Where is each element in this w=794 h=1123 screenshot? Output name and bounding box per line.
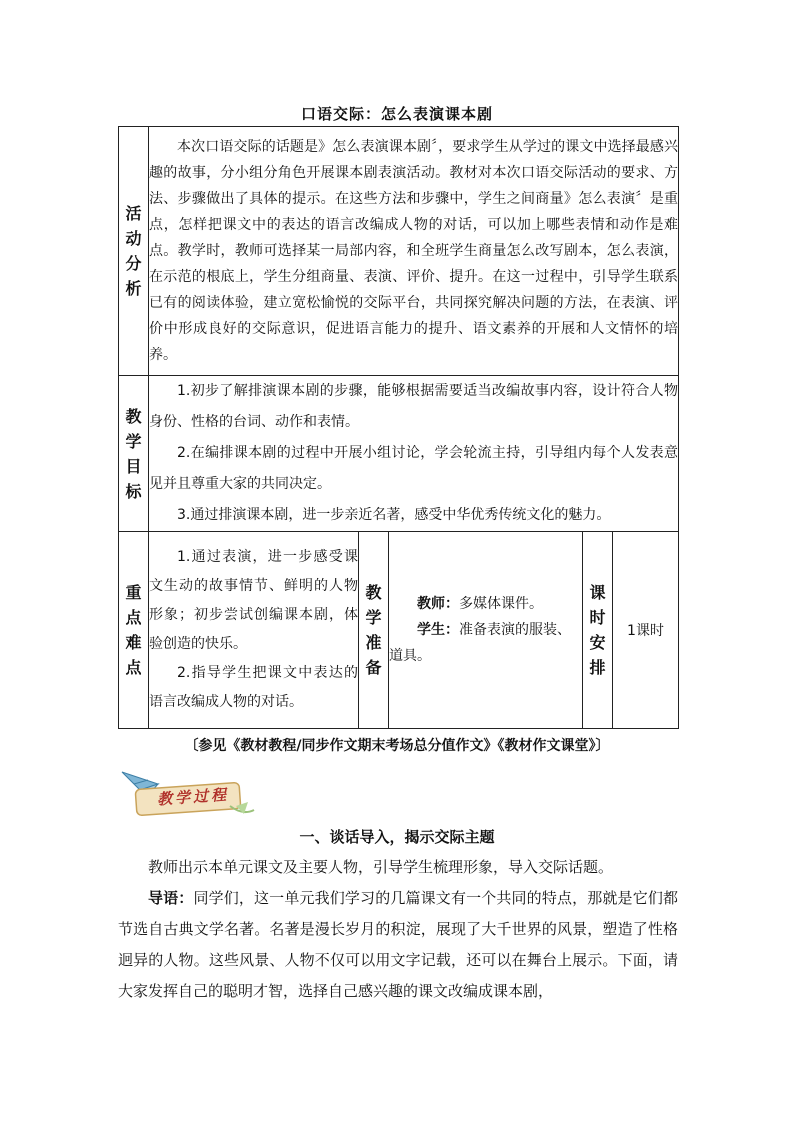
label-teaching-goals: 教 学 目 标 bbox=[119, 376, 149, 532]
teaching-prep-cell bbox=[389, 532, 583, 729]
goal-item: 3.通过排演课本剧，进一步亲近名著，感受中华优秀传统文化的魅力。 bbox=[177, 507, 611, 523]
badge-label: 教学过程 bbox=[156, 785, 230, 809]
label-teaching-prep: 教 学 准 备 bbox=[359, 532, 389, 729]
teaching-process-badge bbox=[118, 762, 258, 820]
page-title: 口语交际：怎么表演课本剧 bbox=[300, 105, 493, 123]
body-text bbox=[118, 852, 678, 1007]
row-key-points bbox=[119, 532, 679, 729]
label-activity-analysis: 活 动 分 析 bbox=[119, 127, 149, 376]
schedule-value: 1课时 bbox=[613, 532, 679, 729]
paragraph: 导语：同学们，这一单元我们学习的几篇课文有一个共同的特点，那就是它们都节选自古典文学名著。名著是漫长岁月的积淀，展现了大千世界的风景，塑造了性格迥异的人物。这些风景、人物不仅可以用文字记载，还可以在舞台上展示。下面，请大家发挥自己的聪明才智，选择自己感兴趣的课文改编成课本剧， bbox=[118, 889, 678, 1000]
row-teaching-goals bbox=[119, 376, 679, 532]
label-schedule: 课 时 安 排 bbox=[583, 532, 613, 729]
lead-label: 导语： bbox=[148, 889, 194, 907]
activity-analysis-text: 本次口语交际的话题是》怎么表演课本剧〞，要求学生从学过的课文中选择最感兴趣的故事，分小组分角色开展课本剧表演活动。教材对本次口语交际活动的要求、方法、步骤做出了具体的提示。在这些方法和步骤中，学生之间商量》怎么表演〞是重点，怎样把课文中的表达的语言改编成人物的对话，可以加上哪些表情和动作是难点。教学时，教师可选择某一局部内容，和全班学生商量怎么改写剧本，怎么表演，在示范的根底上，学生分组商量、表演、评价、提升。在这一过程中，引导学生联系已有的阅读体验，建立宽松愉悦的交际平台，共同探究解决问题的方法，在表演、评价中形成良好的交际意识，促进语言能力的提升、语文素养的开展和人文情怀的培养。 bbox=[149, 127, 679, 376]
lesson-plan-table bbox=[118, 126, 679, 729]
prep-teacher: 教师：多媒体课件。 bbox=[417, 596, 543, 612]
reference-note: 〔参见《教材教程/同步作文期末考场总分值作文》《教材作文课堂》〕 bbox=[184, 738, 610, 754]
key-points-cell bbox=[149, 532, 359, 729]
teaching-goals-cell bbox=[149, 376, 679, 532]
row-activity-analysis bbox=[119, 127, 679, 376]
label-key-points: 重 点 难 点 bbox=[119, 532, 149, 729]
goal-item: 1.初步了解排演课本剧的步骤，能够根据需要适当改编故事内容，设计符合人物身份、性格的台词、动作和表情。 bbox=[149, 383, 679, 430]
section-heading: 一、谈话导入，揭示交际主题 bbox=[299, 828, 495, 846]
prep-student: 学生：准备表演的服装、道具。 bbox=[389, 622, 571, 664]
goal-item: 2.在编排课本剧的过程中开展小组讨论，学会轮流主持，引导组内每个人发表意见并且尊重大家的共同决定。 bbox=[149, 445, 679, 492]
key-point-item: 2.指导学生把课文中表达的语言改编成人物的对话。 bbox=[149, 665, 358, 710]
key-point-item: 1.通过表演，进一步感受课文生动的故事情节、鲜明的人物形象；初步尝试创编课本剧，体验创造的快乐。 bbox=[149, 549, 358, 652]
paragraph: 教师出示本单元课文及主要人物，引导学生梳理形象，导入交际话题。 bbox=[148, 858, 614, 876]
